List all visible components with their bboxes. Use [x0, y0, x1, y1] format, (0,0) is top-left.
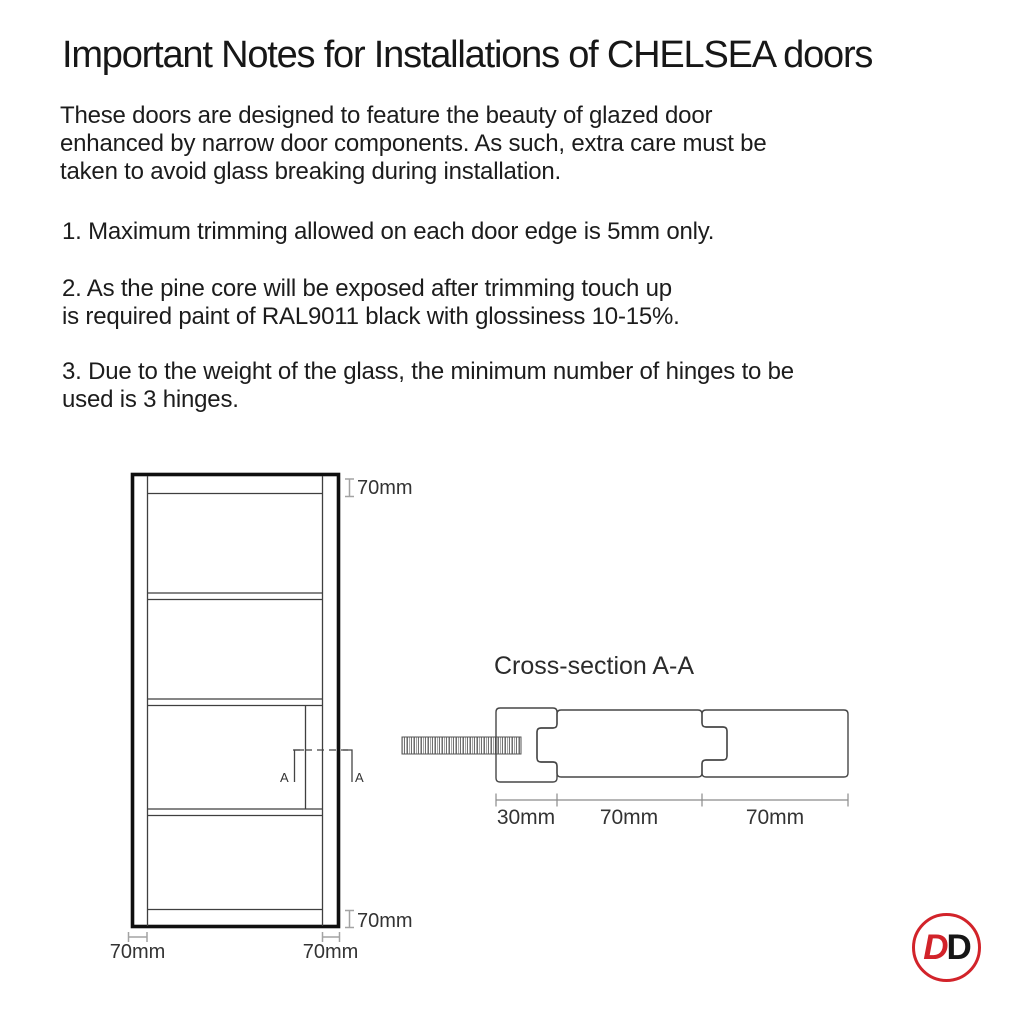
section-bracket-left — [295, 750, 305, 782]
cross-section-dim-line — [496, 794, 848, 807]
section-bracket-right — [343, 750, 352, 782]
cross-section-dim-70mm-mid: 70mm — [599, 806, 659, 829]
brand-logo — [912, 913, 981, 982]
note-line: used is 3 hinges. — [62, 386, 239, 413]
intro-line: These doors are designed to feature the beauty of glazed door — [60, 102, 713, 129]
intro-line: taken to avoid glass breaking during installation. — [60, 158, 561, 185]
logo-letter-d-red: D — [923, 928, 947, 967]
intro-line: enhanced by narrow door components. As such, extra care must be — [60, 130, 767, 157]
glass-pane-hatch — [402, 737, 521, 754]
note-line: 2. As the pine core will be exposed after trimming touch up — [62, 275, 672, 302]
page-title: Important Notes for Installations of CHELSEA doors — [62, 34, 873, 76]
door-outer-frame — [133, 475, 339, 927]
section-letter-left: A — [280, 770, 289, 785]
dim-label-right-stile: 70mm — [302, 941, 359, 963]
section-piece-70mm-right — [702, 710, 848, 777]
technical-drawing — [0, 440, 1024, 1024]
dim-marker-top-rail — [345, 479, 354, 497]
note-item-2 — [62, 275, 680, 331]
cross-section-dim-30mm: 30mm — [496, 806, 556, 829]
cross-section-title: Cross-section A-A — [494, 652, 695, 680]
note-item-1 — [62, 218, 714, 246]
note-line: 1. Maximum trimming allowed on each door edge is 5mm only. — [62, 218, 715, 245]
cross-section-drawing — [402, 708, 848, 807]
section-letter-right: A — [355, 770, 364, 785]
note-item-3 — [62, 358, 794, 414]
dim-label-bottom-rail: 70mm — [357, 910, 413, 932]
door-elevation-drawing — [133, 475, 339, 927]
dim-marker-bottom-rail — [345, 911, 354, 928]
cross-section-dim-70mm-right: 70mm — [745, 806, 805, 829]
note-line: is required paint of RAL9011 black with glossiness 10-15%. — [62, 303, 680, 330]
logo-letter-d-black: D — [946, 928, 970, 967]
dim-label-left-stile: 70mm — [109, 941, 166, 963]
note-line: 3. Due to the weight of the glass, the minimum number of hinges to be — [62, 358, 794, 385]
section-piece-70mm-middle — [537, 710, 727, 777]
elevation-dim-markers — [129, 479, 355, 942]
intro-paragraph — [60, 102, 766, 186]
dim-label-top-rail: 70mm — [357, 477, 413, 499]
